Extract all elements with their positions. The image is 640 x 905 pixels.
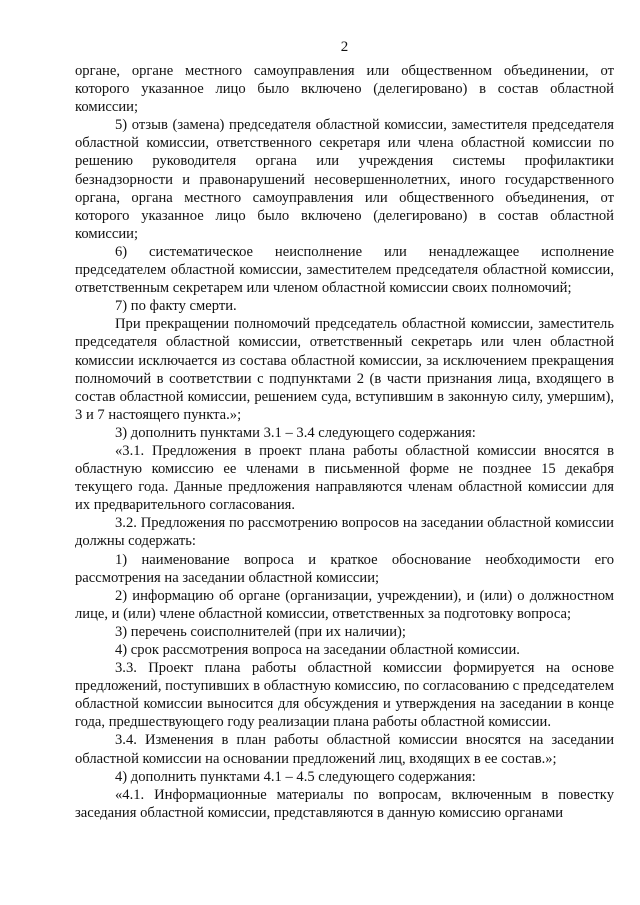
document-body <box>75 62 614 822</box>
paragraph: При прекращении полномочий председатель областной комиссии, заместитель председателя областной комиссии, ответственный секретарь или член областной комиссии исключается из состава областной комиссии, за исключением прекращения полномочий в соответствии с подпунктами 2 (в части признания лица, входящего в состав областной комиссии, решением суда, вступившим в законную силу, умершим), 3 и 7 настоящего пункта.»; <box>75 316 614 423</box>
paragraph: 3.2. Предложения по рассмотрению вопросов на заседании областной комиссии должны содержать: <box>75 515 614 550</box>
paragraph: 1) наименование вопроса и краткое обоснование необходимости его рассмотрения на заседании областной комиссии; <box>75 551 614 586</box>
paragraph: 4) срок рассмотрения вопроса на заседании областной комиссии. <box>115 642 520 658</box>
paragraph: 3.4. Изменения в план работы областной комиссии вносятся на заседании областной комиссии на основании предложений лиц, входящих в ее состав.»; <box>75 732 614 767</box>
paragraph: 2) информацию об органе (организации, учреждении), и (или) о должностном лице, и (или) члене областной комиссии, ответственных за подготовку вопроса; <box>75 587 614 622</box>
page-number: 2 <box>340 39 349 55</box>
paragraph: 6) систематическое неисполнение или ненадлежащее исполнение председателем областной комиссии, заместителем председателя областной комиссии, ответственным секретарем или членом областной комиссии своих полномочий; <box>75 243 614 297</box>
paragraph: 3) дополнить пунктами 3.1 – 3.4 следующего содержания: <box>115 424 476 441</box>
paragraph: «4.1. Информационные материалы по вопросам, включенным в повестку заседания областной комиссии, представляются в данную комиссию органами <box>75 786 614 821</box>
paragraph: «3.1. Предложения в проект плана работы областной комиссии вносятся в областную комиссию ее членами в письменной форме не позднее 15 декабря текущего года. Данные предложения направляются членам областной комиссии для их предварительного согласования. <box>75 442 614 514</box>
paragraph: 3) перечень соисполнителей (при их наличии); <box>115 623 406 640</box>
paragraph: 7) по факту смерти. <box>115 298 237 315</box>
paragraph: 5) отзыв (замена) председателя областной комиссии, заместителя председателя областной комиссии, ответственного секретаря или члена областной комиссии по решению руководителя органа или учреждения системы профилактики безнадзорности и правонарушений несовершеннолетних, иного государственного органа, органа местного самоуправления или общественного объединения, от которого указанное лицо было включено (делегировано) в состав областной комиссии; <box>75 117 614 242</box>
paragraph: 4) дополнить пунктами 4.1 – 4.5 следующего содержания: <box>115 768 476 785</box>
paragraph: 3.3. Проект плана работы областной комиссии формируется на основе предложений, поступивших в областную комиссию, по согласованию с председателем областной комиссии выносится для обсуждения и утверждения на заседании в конце года, предшествующего году реализации плана работы областной комиссии. <box>75 660 614 731</box>
paragraph: органе, органе местного самоуправления или общественном объединении, от которого указанное лицо было включено (делегировано) в состав областной комиссии; <box>75 63 614 116</box>
